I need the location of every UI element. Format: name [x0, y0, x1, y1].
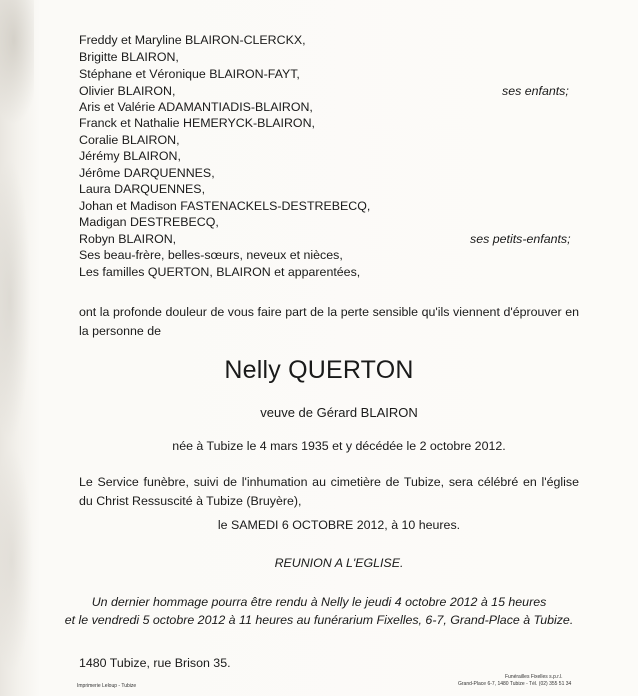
family-line: Johan et Madison FASTENACKELS-DESTREBECQ,	[79, 199, 371, 213]
family-line: Franck et Nathalie HEMERYCK-BLAIRON,	[79, 116, 315, 130]
printer-credit: Imprimerie Leloup - Tubize	[77, 683, 137, 689]
funeral-home-address: Grand-Place 6-7, 1480 Tubize - Tél. (02) 355 51 34	[458, 681, 572, 687]
address: 1480 Tubize, rue Brison 35.	[79, 656, 231, 670]
reunion-note: REUNION A L'EGLISE.	[274, 556, 404, 570]
tribute-line-2: et le vendredi 5 octobre 2012 à 11 heures au funérarium Fixelles, 6-7, Grand-Place à Tubize.	[64, 613, 574, 627]
family-line: Stéphane et Véronique BLAIRON-FAYT,	[79, 67, 300, 81]
family-line: Aris et Valérie ADAMANTIADIS-BLAIRON,	[79, 100, 313, 114]
paper-fold-shadow	[0, 0, 34, 696]
family-line: Olivier BLAIRON,	[79, 84, 176, 98]
family-line: Madigan DESTREBECQ,	[79, 215, 219, 229]
deceased-name: Nelly QUERTON	[224, 356, 414, 384]
family-line: Jérôme DARQUENNES,	[79, 166, 215, 180]
label-petits-enfants: ses petits-enfants;	[470, 232, 571, 246]
family-line: Brigitte BLAIRON,	[79, 50, 179, 64]
family-line: Les familles QUERTON, BLAIRON et apparentées,	[79, 265, 361, 279]
family-line: Jérémy BLAIRON,	[79, 149, 181, 163]
family-line: Ses beau-frère, belles-sœurs, neveux et nièces,	[79, 248, 343, 262]
tribute-line-1: Un dernier hommage pourra être rendu à Nelly le jeudi 4 octobre 2012 à 15 heures	[91, 595, 547, 609]
widow-of: veuve de Gérard BLAIRON	[260, 405, 418, 420]
service-text: Le Service funèbre, suivi de l'inhumation au cimetière de Tubize, sera célébré en l'église du Christ Ressuscité à Tubize (Bruyère),	[79, 475, 579, 508]
label-enfants: ses enfants;	[502, 84, 569, 98]
family-line: Robyn BLAIRON,	[79, 232, 177, 246]
family-line: Freddy et Maryline BLAIRON-CLERCKX,	[79, 33, 306, 47]
birth-death-dates: née à Tubize le 4 mars 1935 et y décédée le 2 octobre 2012.	[172, 439, 506, 453]
family-line: Laura DARQUENNES,	[79, 182, 206, 196]
family-line: Coralie BLAIRON,	[79, 133, 180, 147]
service-date: le SAMEDI 6 OCTOBRE 2012, à 10 heures.	[217, 518, 461, 532]
announcement-text: ont la profonde douleur de vous faire part de la perte sensible qu'ils viennent d'éprouver en la personne de	[79, 305, 579, 338]
funeral-home-name: Funérailles Fixelles s.p.r.l.	[505, 674, 563, 680]
